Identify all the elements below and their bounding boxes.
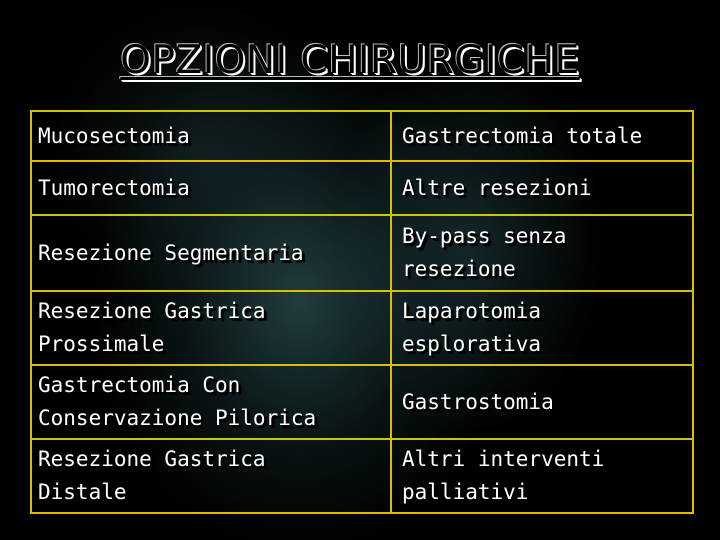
cell-line: Distale xyxy=(38,480,127,504)
cell-line: Resezione Gastrica xyxy=(38,447,266,471)
table-cell-right xyxy=(402,292,692,364)
table-cell-right xyxy=(402,366,692,438)
cell-line: Mucosectomia xyxy=(38,123,190,148)
cell-line: By-pass senza xyxy=(402,224,567,248)
table-cell-left xyxy=(38,440,378,512)
table-cell-left xyxy=(38,366,378,438)
table-cell-right xyxy=(402,216,692,290)
cell-line: Gastrectomia Con xyxy=(38,373,241,397)
cell-line: Resezione Gastrica xyxy=(38,299,266,323)
cell-line: Gastrectomia totale xyxy=(402,123,643,148)
table-border-bottom xyxy=(30,512,694,514)
cell-line: Altri interventi xyxy=(402,447,605,471)
table-column-divider xyxy=(390,110,392,514)
cell-line: Resezione Segmentaria xyxy=(38,240,304,265)
cell-line: Gastrostomia xyxy=(402,389,554,414)
table-cell-right xyxy=(402,112,692,160)
table-cell-right xyxy=(402,162,692,214)
cell-line: esplorativa xyxy=(402,332,542,356)
table-cell-left xyxy=(38,292,378,364)
cell-line: Tumorectomia xyxy=(38,175,190,200)
cell-line: palliativi xyxy=(402,480,529,504)
procedures-table xyxy=(30,110,694,514)
cell-line: Prossimale xyxy=(38,332,165,356)
table-cell-left xyxy=(38,216,378,290)
table-cell-left xyxy=(38,112,378,160)
cell-line: Laparotomia xyxy=(402,299,542,323)
cell-line: Altre resezioni xyxy=(402,175,592,200)
cell-line: resezione xyxy=(402,257,516,281)
table-cell-right xyxy=(402,440,692,512)
table-border-left xyxy=(30,110,32,514)
table-border-right xyxy=(692,110,694,514)
table-cell-left xyxy=(38,162,378,214)
page-title: OPZIONI CHIRURGICHE xyxy=(120,38,580,83)
cell-line: Conservazione Pilorica xyxy=(38,406,317,430)
